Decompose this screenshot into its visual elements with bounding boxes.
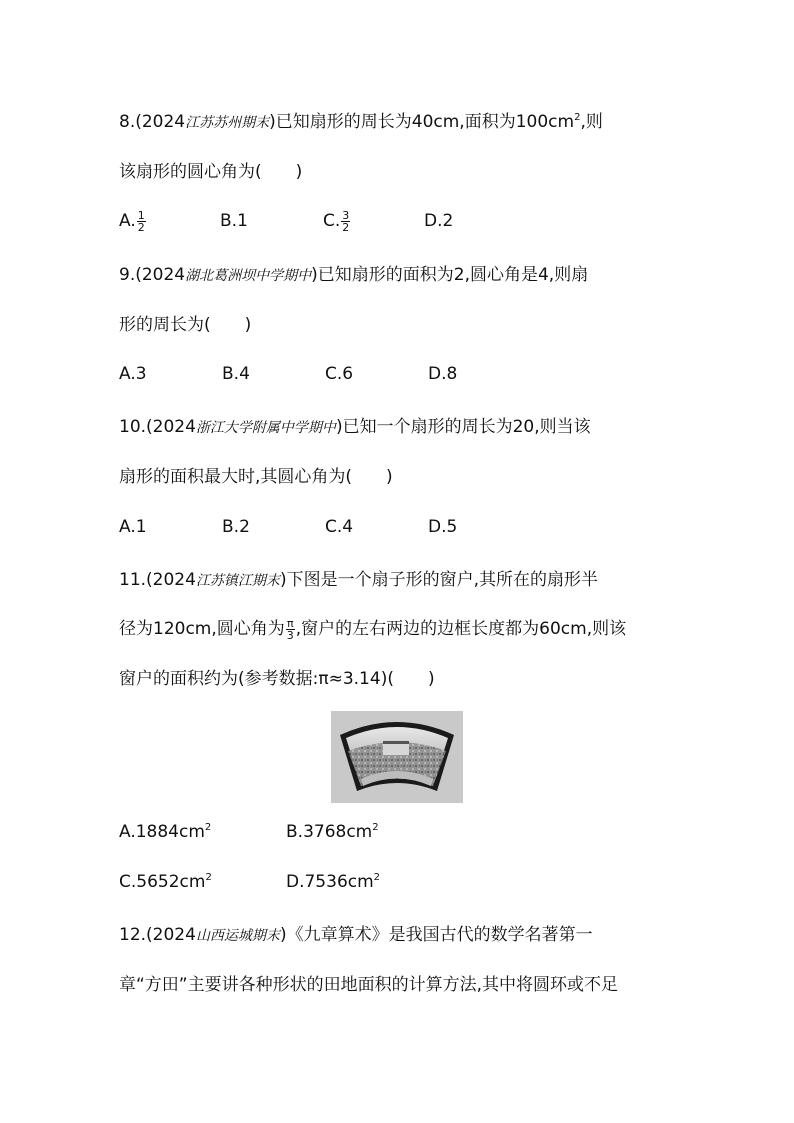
q8-option-c-label: C. [323, 211, 341, 231]
q12-text-1: )《九章算术》是我国古代的数学名著第一 [279, 925, 593, 945]
q8-source: 江苏苏州期末 [185, 115, 270, 131]
q11-option-b-text: B.3768cm [286, 822, 373, 842]
q9-option-c[interactable]: C.6 [325, 364, 354, 384]
q9-line-2: 形的周长为( ) [119, 315, 252, 335]
fraction-denominator: 2 [137, 220, 145, 234]
q11-number: 11.(2024 [119, 570, 196, 590]
q11-text-2b: ,窗户的左右两边的边框长度都为60cm,则该 [295, 619, 627, 639]
unit-superscript: 2 [372, 822, 379, 833]
q10-line-2: 扇形的面积最大时,其圆心角为( ) [119, 467, 393, 487]
q10-text-1: )已知一个扇形的周长为20,则当该 [335, 417, 591, 437]
q11-option-d-text: D.7536cm [286, 872, 374, 892]
q11-option-b[interactable] [286, 820, 379, 844]
q10-option-a[interactable]: A.1 [119, 517, 147, 537]
q8-option-a-label: A. [119, 211, 136, 231]
q11-option-a-text: A.1884cm [119, 822, 205, 842]
q9-text-1: )已知扇形的面积为2,圆心角是4,则扇 [311, 265, 589, 285]
q11-line-2 [119, 617, 626, 641]
q8-number: 8.(2024 [119, 112, 186, 132]
q10-option-c[interactable]: C.4 [325, 517, 354, 537]
q9-line-1 [119, 263, 588, 288]
fraction-numerator: π [286, 616, 294, 630]
q11-option-c-text: C.5652cm [119, 872, 206, 892]
unit-superscript: 2 [373, 872, 381, 883]
q11-line-1 [119, 568, 598, 593]
q10-option-d[interactable]: D.5 [428, 517, 458, 537]
fraction-denominator: 3 [286, 628, 294, 642]
fraction-numerator: 3 [342, 208, 350, 222]
fraction-numerator: 1 [137, 208, 145, 222]
q8-option-c-fraction [341, 210, 350, 233]
q8-option-a[interactable] [119, 209, 147, 233]
unit-superscript: 2 [205, 872, 212, 883]
q9-source: 湖北葛洲坝中学期中 [185, 268, 312, 284]
q11-line-3: 窗户的面积约为(参考数据:π≈3.14)( ) [119, 669, 435, 689]
q11-source: 江苏镇江期末 [195, 573, 280, 589]
q9-option-a[interactable]: A.3 [119, 364, 147, 384]
fraction-denominator: 2 [342, 220, 350, 234]
q11-option-c[interactable] [119, 870, 212, 894]
q11-text-2a: 径为120cm,圆心角为 [119, 619, 285, 639]
q11-option-a[interactable] [119, 820, 211, 844]
q9-option-b[interactable]: B.4 [222, 364, 250, 384]
q10-option-b[interactable]: B.2 [222, 517, 250, 537]
fan-window-photo [331, 711, 463, 803]
q8-line-1 [119, 110, 603, 135]
q9-option-d[interactable]: D.8 [428, 364, 458, 384]
q9-number: 9.(2024 [119, 265, 186, 285]
q12-source: 山西运城期末 [195, 928, 280, 944]
q12-line-1 [119, 923, 593, 948]
q8-line-2: 该扇形的圆心角为( ) [119, 162, 303, 182]
q8-option-b[interactable]: B.1 [220, 211, 248, 231]
unit-superscript: 2 [204, 822, 212, 833]
q11-text-1: )下图是一个扇子形的窗户,其所在的扇形半 [279, 570, 598, 590]
q10-line-1 [119, 415, 591, 440]
q8-text-1: )已知扇形的周长为40cm,面积为100cm [269, 112, 575, 132]
q11-option-d[interactable] [286, 870, 380, 894]
q12-number: 12.(2024 [119, 925, 196, 945]
q10-source: 浙江大学附属中学期中 [195, 420, 336, 436]
q8-option-a-fraction [137, 210, 146, 233]
q11-angle-fraction [286, 618, 295, 641]
q8-option-c[interactable] [323, 209, 351, 233]
q8-text-2: ,则 [580, 112, 603, 132]
q12-line-2: 章“方田”主要讲各种形状的田地面积的计算方法,其中将圆环或不足 [119, 975, 619, 995]
q8-option-d[interactable]: D.2 [424, 211, 454, 231]
q10-number: 10.(2024 [119, 417, 196, 437]
q8-unit-superscript: 2 [574, 112, 581, 123]
